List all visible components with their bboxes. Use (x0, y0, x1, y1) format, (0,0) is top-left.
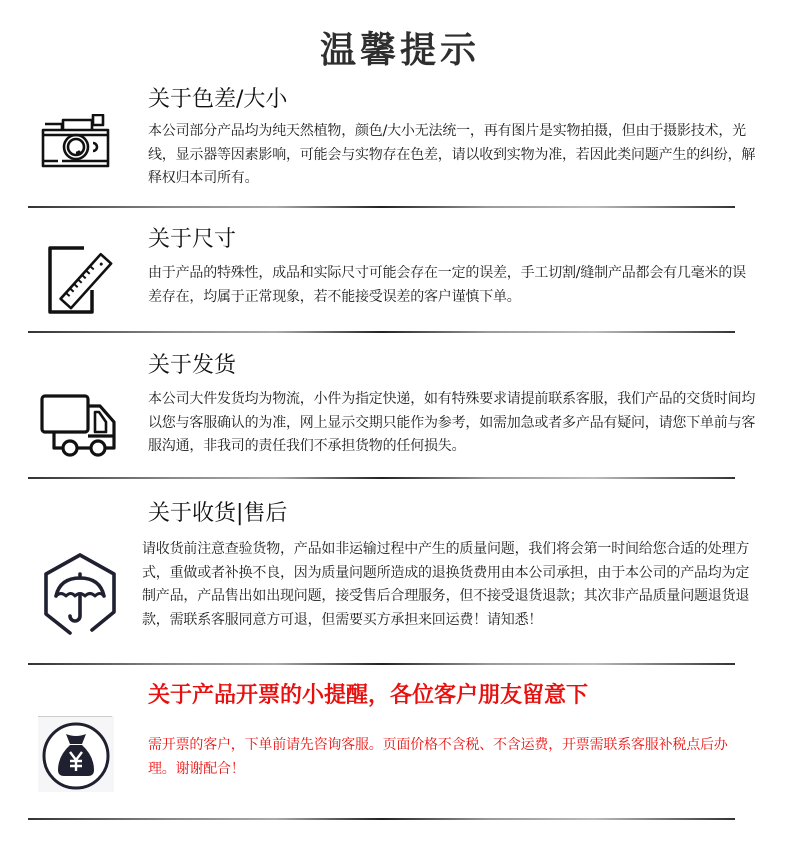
invoice-reminder-body: 需开票的客户，下单前请先咨询客服。页面价格不含税、不含运费，开票需联系客服补税点后办理。谢谢配合！ (148, 737, 728, 777)
page-title: 温馨提示 (319, 30, 480, 71)
section-heading: 关于色差/大小 (148, 87, 288, 112)
section-body: 由于产品的特殊性，成品和实际尺寸可能会存在一定的误差，手工切割/缝制产品都会有几毫米的误差存在，均属于正常现象，若不能接受误差的客户谨慎下单。 (148, 265, 746, 305)
divider (28, 663, 735, 665)
section-heading: 关于发货 (148, 353, 237, 378)
section-color-size (0, 78, 800, 206)
section-heading: 关于收货|售后 (148, 501, 288, 526)
section-body: 请收货前注意查验货物，产品如非运输过程中产生的质量问题，我们将会第一时间给您合适的处理方式，重做或者补换不良，因为质量问题所造成的退换货费用由本公司承担，由于本公司的产品均为定制产品，产品售出如出现问题，接受售后合理服务，但不接受退货退款；其次非产品质量问题退货退款，需联系客服同意方可退，但需要买方承担来回运费！请知悉！ (142, 541, 750, 628)
ruler-pencil-icon (44, 242, 122, 324)
divider (28, 206, 735, 208)
section-body: 本公司部分产品均为纯天然植物，颜色/大小无法统一，再有图片是实物拍摄，但由于摄影技术，光线，显示器等因素影响，可能会与实物存在色差，请以收到实物为准，若因此类问题产生的纠纷，解释权归本司所有。 (148, 123, 756, 186)
umbrella-shield-icon (42, 552, 118, 640)
section-body: 本公司大件发货均为物流，小件为指定快递，如有特殊要求请提前联系客服，我们产品的交货时间均以您与客服确认的为准，网上显示交期只能作为参考，如需加急或者多产品有疑问，请您下单前与客服沟通，非我司的责任我们不承担货物的任何损失。 (148, 391, 756, 454)
section-heading: 关于尺寸 (148, 227, 237, 252)
section-shipping (0, 344, 800, 476)
delivery-truck-icon (40, 394, 116, 462)
invoice-reminder-heading: 关于产品开票的小提醒，各位客户朋友留意下 (148, 683, 589, 708)
divider (28, 477, 735, 479)
camera-icon (40, 114, 116, 174)
section-dimensions (0, 218, 800, 330)
section-invoice (0, 676, 800, 816)
divider (28, 818, 735, 820)
section-after-sales (0, 490, 800, 662)
money-bag-yen-icon (38, 716, 114, 796)
divider (28, 331, 735, 333)
